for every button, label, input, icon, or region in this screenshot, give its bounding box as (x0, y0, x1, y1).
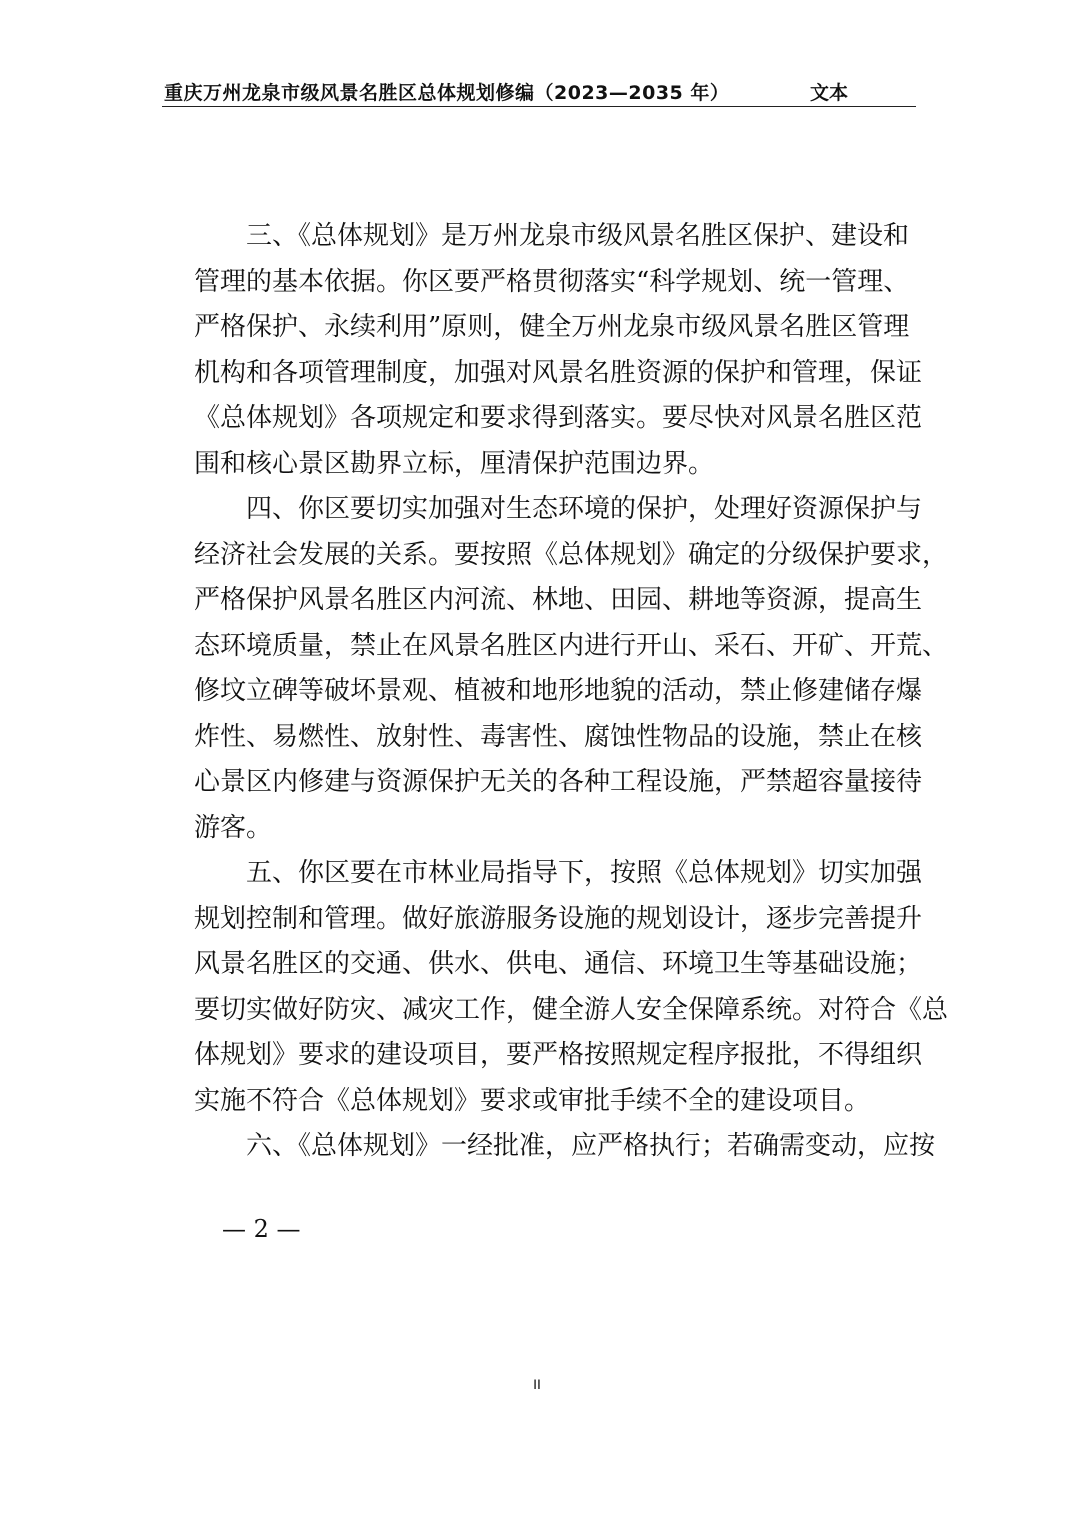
text-line: 管理的基本依据。你区要严格贯彻落实“科学规划、统一管理、 (194, 266, 910, 297)
text-line: 五、你区要在市林业局指导下，按照《总体规划》切实加强 (194, 858, 923, 888)
text-line: 严格保护风景名胜区内河流、林地、田园、耕地等资源，提高生 (194, 585, 923, 615)
header-title: 重庆万州龙泉市级风景名胜区总体规划修编（2023—2035 年） (164, 82, 730, 104)
text-line: 心景区内修建与资源保护无关的各种工程设施，严禁超容量接待 (194, 767, 923, 797)
text-line: 实施不符合《总体规划》要求或审批手续不全的建设项目。 (194, 1085, 871, 1116)
document-body (194, 214, 949, 1170)
text-line: 经济社会发展的关系。要按照《总体规划》确定的分级保护要求， (194, 539, 949, 570)
page-header (162, 78, 916, 107)
page-number: — 2 — (222, 1215, 301, 1243)
text-line: 围和核心景区勘界立标，厘清保护范围边界。 (194, 448, 715, 479)
text-line: 风景名胜区的交通、供水、供电、通信、环境卫生等基础设施； (194, 949, 923, 979)
footer-page-number: II (533, 1376, 541, 1392)
text-line: 《总体规划》各项规定和要求得到落实。要尽快对风景名胜区范 (194, 403, 923, 433)
text-line: 六、《总体规划》一经批准，应严格执行；若确需变动，应按 (194, 1131, 936, 1161)
text-line: 态环境质量，禁止在风景名胜区内进行开山、采石、开矿、开荒、 (194, 630, 949, 661)
text-line: 修坟立碑等破坏景观、植被和地形地貌的活动，禁止修建储存爆 (194, 676, 923, 706)
text-line: 要切实做好防灾、减灾工作，健全游人安全保障系统。对符合《总 (194, 994, 949, 1025)
text-line: 规划控制和管理。做好旅游服务设施的规划设计，逐步完善提升 (194, 903, 923, 934)
text-line: 三、《总体规划》是万州龙泉市级风景名胜区保护、建设和 (194, 221, 910, 251)
text-line: 四、你区要切实加强对生态环境的保护，处理好资源保护与 (194, 494, 923, 524)
text-line: 严格保护、永续利用”原则，健全万州龙泉市级风景名胜区管理 (194, 312, 910, 342)
text-line: 机构和各项管理制度，加强对风景名胜资源的保护和管理，保证 (194, 357, 923, 388)
text-line: 体规划》要求的建设项目，要严格按照规定程序报批，不得组织 (194, 1040, 923, 1070)
text-line: 炸性、易燃性、放射性、毒害性、腐蚀性物品的设施，禁止在核 (194, 721, 923, 752)
text-line: 游客。 (194, 812, 273, 843)
header-tag: 文本 (810, 82, 849, 104)
